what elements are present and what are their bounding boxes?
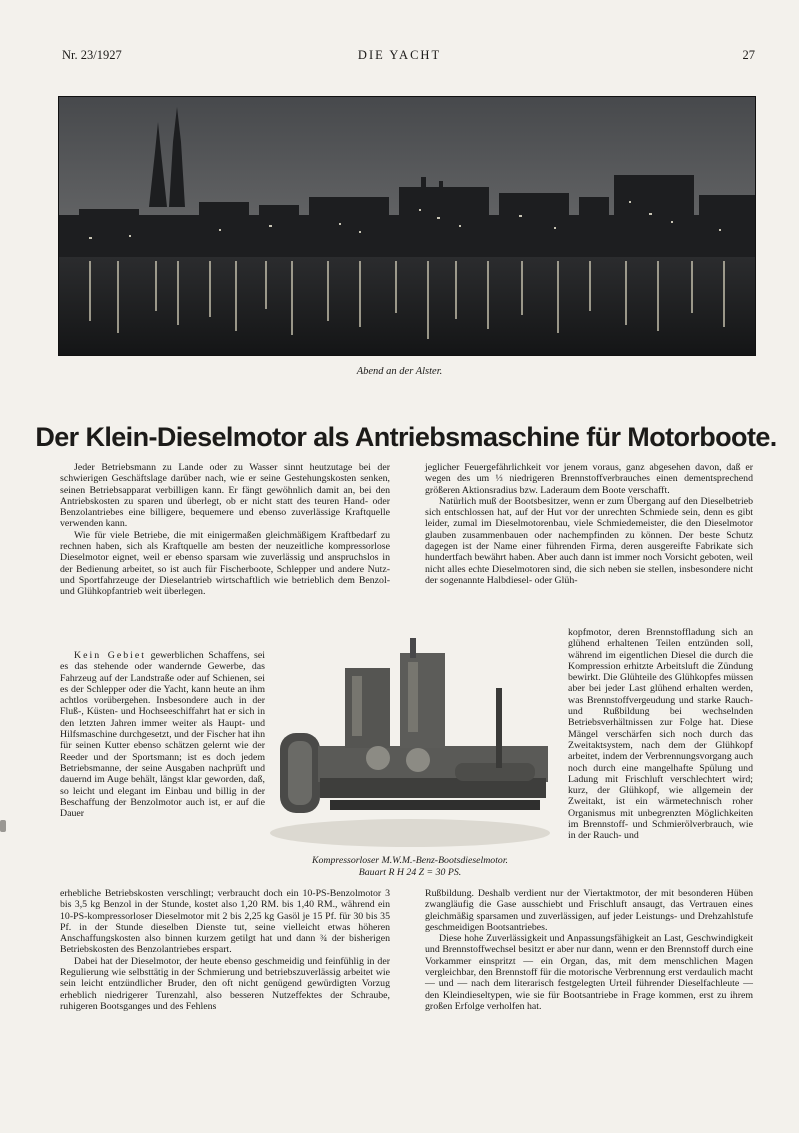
article-column-left-wrap <box>60 650 265 819</box>
paragraph: Jeder Betriebsmann zu Lande oder zu Wasser sinnt heutzutage bei der schwierigen Geschäftslage darüber nach, wie er seine Gestehungskosten senken, seinen Betriebsapparat verbilligen kann. Er fängt gewöhnlich damit an, bei den Antriebskosten zu sparen und überlegt, ob er nicht statt des teuren Hand- oder Benzolantriebes eine billigere, bequemere und ebenso zuverlässige Kraftquelle verwenden kann. <box>60 462 390 530</box>
article-column-left-bottom <box>60 888 390 1012</box>
paragraph: kopfmotor, deren Brennstoffladung sich an glühend erhaltenen Teilen entzünden soll, während im eigentlichen Diesel die durch die Kompression erhitzte Arbeitsluft die Zündung bewirkt. Die Glühteile des Glühkopfes müssen aber bei jeder Last glühend erhalten werden, was Brennstoffvergeudung und starke Rauch- und Rußbildung bei wechselnden Betriebsverhältnissen zur Folge hat. Diese Mängel verschärfen sich noch durch das Zweitaktsystem, nach dem der Glühkopf arbeitet, indem der Verbrennungsvorgang auch noch durch eine mangelhafte Spülung und Ladung mit Frischluft verschlechtert wird; kurz, der Glühkopf, wie allgemein der Zweitakt, ist ein wärmetechnisch roher Organismus mit unbegrenzten Möglichkeiten im Brennstoff- und Schmierölverbrauch, wie in der Rauch- und <box>568 627 753 842</box>
photo-caption: Abend an der Alster. <box>356 366 443 377</box>
figure-caption-line: Kompressorloser M.W.M.-Benz-Bootsdieselmotor. <box>311 855 509 866</box>
article-column-right-top <box>425 462 753 586</box>
paragraph: Wie für viele Betriebe, die mit einigermaßen gleichmäßigem Kraftbedarf zu rechnen haben, sich als Kraftquelle am besten der neuzeitliche kompressorlose Dieselmotor eignet, weil er ebenso sparsam wie zuverlässig und anspruchslos in der Bedienung arbeitet, so ist auch für Fischerboote, Schlepper und andere Nutz- und Sportfahrzeuge der Dieselantrieb wirtschaftlich wie betrieblich dem Benzol- und Glühkopfantrieb weit überlegen. <box>60 529 390 598</box>
figure-caption-line: Bauart R H 24 Z = 30 PS. <box>358 866 462 878</box>
magazine-title: DIE YACHT <box>357 48 442 62</box>
paragraph: Rußbildung. Deshalb verdient nur der Viertaktmotor, der mit besonderen Hüben zwangläufig die Gase ausschiebt und Frischluft ansaugt, das Vertrauen eines gleichmäßig sparsamen und zuverlässigen, auf jeder Leistungs- und Drehzahlstufe geschmeidigen Bootsantriebes. <box>425 888 753 933</box>
paragraph: Natürlich muß der Bootsbesitzer, wenn er zum Übergang auf den Dieselbetrieb sich entschlossen hat, auf der Hut vor der unrechten Schmiede sein, denn es gibt leider, zumal im Dieselmotorenbau, viele Schmiedemeister, die den Dieselmotor glauben zusammenbauen oder nachempfinden zu können. Der beste Schutz dagegen ist der Name einer führenden Firma, deren ausgereifte Fabrikate sich hundertfach bewährt haben. Aber auch dann ist immer noch Vorsicht geboten, weil nicht alles echte Dieselmotoren sind, die sich neben sie stellen, insbesondere nicht der sogenannte Halbdiesel- oder Glüh- <box>425 495 753 586</box>
paragraph: Diese hohe Zuverlässigkeit und Anpassungsfähigkeit an Last, Geschwindigkeit und Brennstoffwechsel besitzt er aber nur dann, wenn er den Brennstoff durch eine Vorkammer einspritzt — ein Organ, das, mit dem menschlichen Magen vergleichbar, den Brennstoff für die motorische Verbrennung erst verdaulich macht — und — nach dem literarisch festgelegten Urteil führender Dieselfachleute — den Kleindieseltypen, wie sie für Bootsantriebe in Frage kommen, erst zu ihrem großen Erfolge verholfen hat. <box>425 933 753 1012</box>
issue-number: Nr. 23/1927 <box>62 48 122 62</box>
engine-drawing <box>260 628 560 850</box>
spaced-lead-in: Kein Gebiet <box>74 650 147 661</box>
page-number: 27 <box>742 48 755 62</box>
figure-caption <box>260 855 560 878</box>
article-column-right-wrap <box>568 627 753 842</box>
paragraph: erhebliche Betriebskosten verschlingt; verbraucht doch ein 10-PS-Benzolmotor 3 bis 3,5 kg Benzol in der Stunde, kostet also 1,20 RM. bis 1,40 RM., während ein 10-PS-kompressorloser Dieselmotor mit 2 bis 2,25 kg Gasöl je 15 Pf. für 30 bis 35 Pf. in der Stunde dieselben Dienste tut, seine vielleicht etwas höheren Anschaffungskosten also binnen kurzem getilgt hat und dann ¾ der bisherigen Betriebskosten des Benzolantriebes erspart. <box>60 888 390 956</box>
article-headline: Der Klein-Dieselmotor als Antriebsmaschine für Motorboote. <box>35 422 777 452</box>
city-skyline-illustration <box>59 97 755 355</box>
article-column-right-bottom <box>425 888 753 1012</box>
article-column-left-top <box>60 462 390 598</box>
paragraph-text: gewerblichen Schaffens, sei es das stehende oder wandernde Gewerbe, das Fahrzeug auf der Landstraße oder auf Schienen, sei es der Schlepper oder die Yacht, kann heute an ihm achtlos vorübergehen. Insbesondere auch in der Fluß-, Küsten- und Hochseeschiffahrt hat er sich in den letzten Jahren immer weiter als Haupt- und Hilfsmaschine durchgesetzt, und der Fischer hat ihn für seinen Kutter ebenso schätzen gelernt wie der Reeder und der Sportsmann; ist es doch jedem Betriebsmanne, der seine Ausgaben nachprüft und dauernd im Auge behält, längst klar geworden, daß, so leicht und elegant im Einbau und billig in der Beschaffung der Benzolmotor auch ist, er auf die Dauer <box>60 650 265 820</box>
paragraph: jeglicher Feuergefährlichkeit vor jenem voraus, ganz abgesehen davon, daß er wegen des um ⅓ niedrigeren Brennstoffverbrauches einen dementsprechend größeren Aktionsradius bzw. Laderaum dem Boote verschafft. <box>425 462 753 496</box>
scan-edge-mark <box>0 820 6 832</box>
alster-night-photo <box>58 96 756 356</box>
diesel-engine-illustration <box>260 628 560 850</box>
paragraph: Dabei hat der Dieselmotor, der heute ebenso geschmeidig und feinfühlig in der Regulierung wie selbsttätig in der Schmierung und betriebszuverlässig arbeitet wie sein leicht entzündlicher Bruder, den oft nicht genügend gewürdigten Vorzug erheblich niedrigerer Turenzahl, also besseren Nutzeffektes der Schraube, ruhigeren Bootsganges und des Fehlens <box>60 955 390 1012</box>
paragraph <box>60 650 265 819</box>
